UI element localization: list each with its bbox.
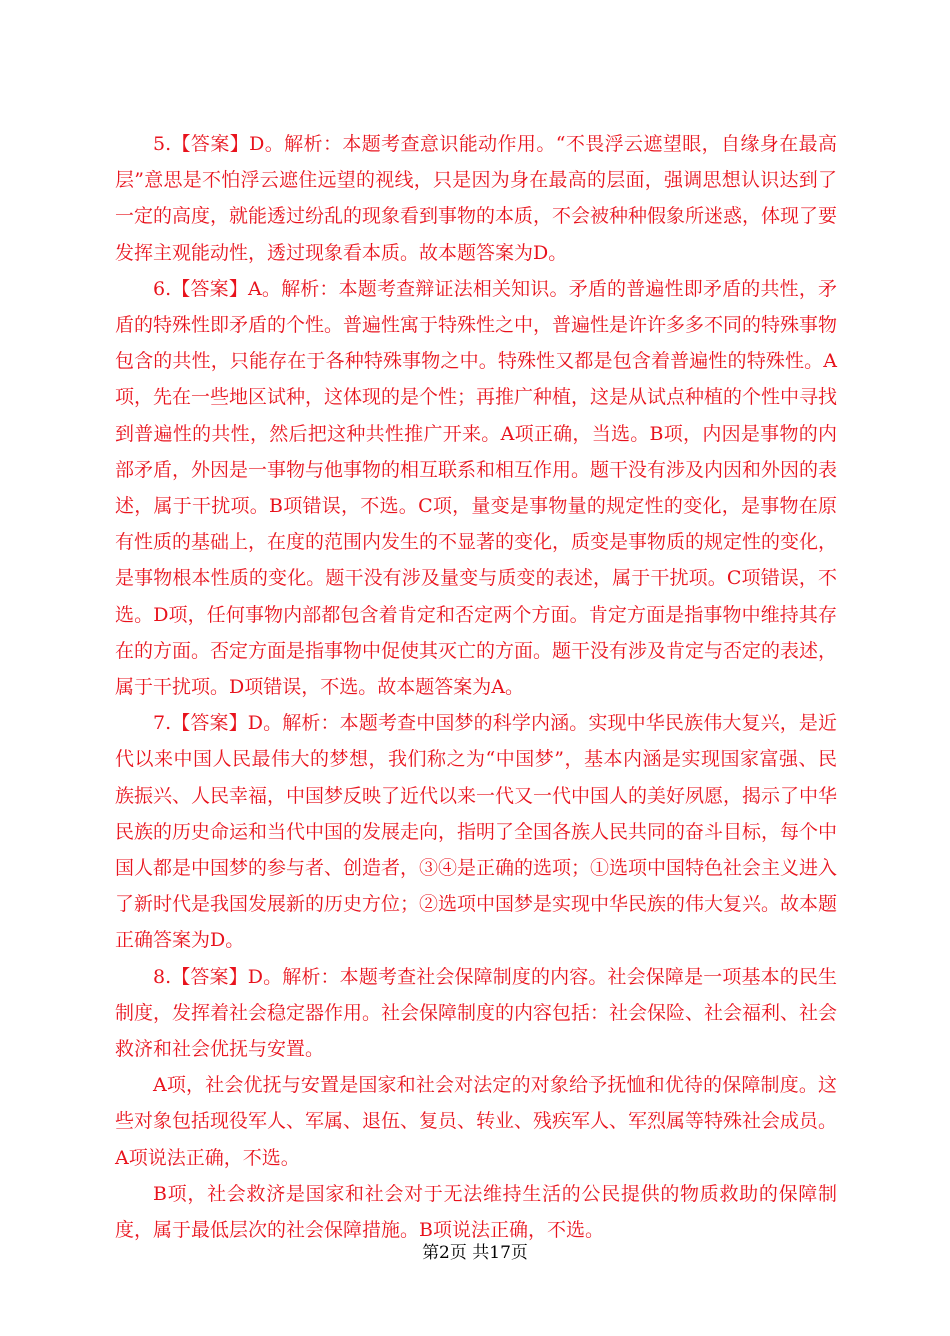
answer-explanations	[115, 126, 837, 1248]
answer-6-paragraph: 6.【答案】A。解析：本题考查辩证法相关知识。矛盾的普遍性即矛盾的共性，矛盾的特殊性即矛盾的个性。普遍性寓于特殊性之中，普遍性是许许多多不同的特殊事物包含的共性，只能存在于各种特殊事物之中。特殊性又都是包含着普遍性的特殊性。A项，先在一些地区试种，这体现的是个性；再推广种植，这是从试点种植的个性中寻找到普遍性的共性，然后把这种共性推广开来。A项正确，当选。B项，内因是事物的内部矛盾，外因是一事物与他事物的相互联系和相互作用。题干没有涉及内因和外因的表述，属于干扰项。B项错误，不选。C项，量变是事物量的规定性的变化，是事物在原有性质的基础上，在度的范围内发生的不显著的变化，质变是事物质的规定性的变化，是事物根本性质的变化。题干没有涉及量变与质变的表述，属于干扰项。C项错误，不选。D项，任何事物内部都包含着肯定和否定两个方面。肯定方面是指事物中维持其存在的方面。否定方面是指事物中促使其灭亡的方面。题干没有涉及肯定与否定的表述，属于干扰项。D项错误，不选。故本题答案为A。	[115, 277, 838, 699]
answer-8-paragraph: 8.【答案】D。解析：本题考查社会保障制度的内容。社会保障是一项基本的民生制度，发挥着社会稳定器作用。社会保障制度的内容包括：社会保险、社会福利、社会救济和社会优抚与安置。	[115, 965, 838, 1061]
answer-8-option-a-paragraph: A项，社会优抚与安置是国家和社会对法定的对象给予抚恤和优待的保障制度。这些对象包括现役军人、军属、退伍、复员、转业、残疾军人、军烈属等特殊社会成员。A项说法正确，不选。	[115, 1074, 838, 1169]
answer-5-paragraph: 5.【答案】D。解析：本题考查意识能动作用。“不畏浮云遮望眼，自缘身在最高层”意思是不怕浮云遮住远望的视线，只是因为身在最高的层面，强调思想认识达到了一定的高度，就能透过纷乱的现象看到事物的本质，不会被种种假象所迷惑，体现了要发挥主观能动性，透过现象看本质。故本题答案为D。	[115, 133, 838, 264]
answer-7-paragraph: 7.【答案】D。解析：本题考查中国梦的科学内涵。实现中华民族伟大复兴，是近代以来中国人民最伟大的梦想，我们称之为“中国梦”，基本内涵是实现国家富强、民族振兴、人民幸福，中国梦反映了近代以来一代又一代中国人的美好夙愿，揭示了中华民族的历史命运和当代中国的发展走向，指明了全国各族人民共同的奋斗目标，每个中国人都是中国梦的参与者、创造者，③④是正确的选项；①选项中国特色社会主义进入了新时代是我国发展新的历史方位；②选项中国梦是实现中华民族的伟大复兴。故本题正确答案为D。	[115, 712, 838, 952]
page-number-footer: 第2页 共17页	[422, 1243, 528, 1263]
answer-8-option-b-paragraph: B项，社会救济是国家和社会对于无法维持生活的公民提供的物质救助的保障制度，属于最低层次的社会保障措施。B项说法正确，不选。	[115, 1182, 837, 1242]
